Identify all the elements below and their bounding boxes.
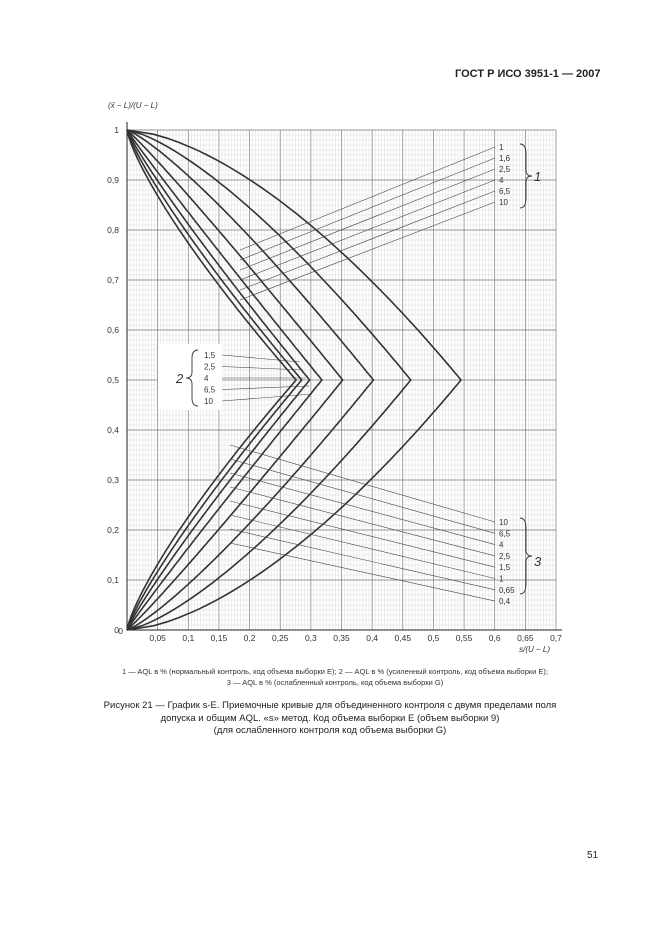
- leader-line-group1: [240, 158, 495, 260]
- group1-aql-label: 1,6: [499, 154, 511, 163]
- group1-aql-label: 6,5: [499, 187, 511, 196]
- group3-aql-label: 2,5: [499, 551, 511, 561]
- y-tick-label: 0,8: [107, 225, 119, 235]
- x-tick-label: 0,1: [182, 633, 195, 643]
- group2-aql-label: 10: [204, 397, 213, 406]
- y-axis-label: (x̄ − L)/(U − L): [108, 101, 158, 110]
- y-tick-label: 0,1: [107, 575, 119, 585]
- page-number: 51: [587, 850, 599, 861]
- y-tick-label: 0,6: [107, 325, 119, 335]
- x-tick-label: 0,7: [550, 633, 562, 643]
- group2-label: 2: [176, 371, 184, 386]
- group3-aql-label: 4: [499, 540, 504, 550]
- x-tick-label: 0,2: [243, 633, 256, 643]
- group2-aql-label: 6,5: [204, 385, 216, 395]
- y-tick-label: 0,3: [107, 475, 119, 485]
- group2-aql-label: 4: [204, 374, 209, 383]
- figure-caption: [60, 700, 600, 738]
- leader-line-group3: [230, 529, 495, 590]
- y-tick-label: 0,7: [107, 275, 119, 285]
- leader-line-group3: [230, 543, 495, 601]
- legend-note-line1: 1 — AQL в % (нормальный контроль, код объема выборки E); 2 — AQL в % (усиленный контроль, код объема выборки E);: [121, 667, 549, 676]
- x-tick-label: 0,35: [333, 633, 350, 643]
- x-tick-label: 0,15: [210, 633, 228, 643]
- group2-aql-label: 2,5: [204, 362, 216, 372]
- group1-brace: [520, 144, 532, 208]
- caption-line2: допуска и общим AQL. «s» метод. Код объема выборки E (объем выборки 9): [160, 712, 500, 724]
- leader-line-group1: [240, 202, 495, 300]
- x-axis-label: s/(U − L): [519, 645, 550, 654]
- legend-note-line2: 3 — AQL в % (ослабленный контроль, код объема выборки G): [226, 678, 444, 687]
- group1-aql-label: 10: [499, 198, 508, 207]
- caption-line1: Рисунок 21 — График s-E. Приемочные кривые для объединенного контроля с двумя пределами поля: [103, 700, 557, 711]
- group3-aql-label: 0,4: [499, 597, 511, 607]
- y-tick-label: 0,4: [107, 425, 119, 435]
- leader-line-group1: [240, 147, 495, 250]
- x-tick-label: 0,45: [394, 633, 412, 643]
- legend-note: [40, 666, 630, 688]
- group3-aql-label: 1,5: [499, 563, 511, 573]
- leader-line-group3: [230, 487, 495, 556]
- x-tick-label: 0,6: [488, 633, 501, 643]
- group1-aql-label: 4: [499, 176, 504, 185]
- leader-line-group2: [222, 355, 300, 362]
- x-tick-label: 0,65: [517, 633, 534, 643]
- caption-line3: (для ослабленного контроля код объема выборки G): [213, 725, 447, 736]
- group3-aql-label: 0,65: [499, 585, 515, 595]
- y-tick-label: 0,9: [107, 175, 119, 185]
- group3-aql-label: 1: [499, 574, 504, 584]
- document-header: ГОСТ Р ИСО 3951-1 — 2007: [455, 68, 601, 80]
- x-tick-label: 0,25: [271, 633, 289, 643]
- leader-line-group3: [230, 515, 495, 579]
- y-tick-label: 0,5: [107, 375, 119, 385]
- y-tick-label: 0,2: [107, 525, 119, 535]
- x-tick-label: 0,05: [149, 633, 166, 643]
- group1-aql-label: 2,5: [499, 165, 511, 174]
- origin-label: 0: [118, 626, 123, 636]
- group3-brace: [520, 518, 532, 594]
- group3-label: 3: [534, 554, 542, 569]
- x-tick-label: 0,55: [455, 633, 473, 643]
- group1-label: 1: [534, 169, 542, 184]
- group3-aql-label: 6,5: [499, 529, 511, 539]
- y-tick-label: 1: [114, 125, 119, 135]
- x-tick-label: 0,3: [304, 633, 317, 643]
- group1-aql-label: 1: [499, 143, 504, 152]
- x-tick-label: 0,4: [366, 633, 379, 643]
- group3-aql-label: 10: [499, 518, 508, 527]
- x-tick-label: 0,5: [427, 633, 440, 643]
- group2-aql-label: 1,5: [204, 351, 216, 360]
- y-tick-label: 0: [114, 625, 119, 635]
